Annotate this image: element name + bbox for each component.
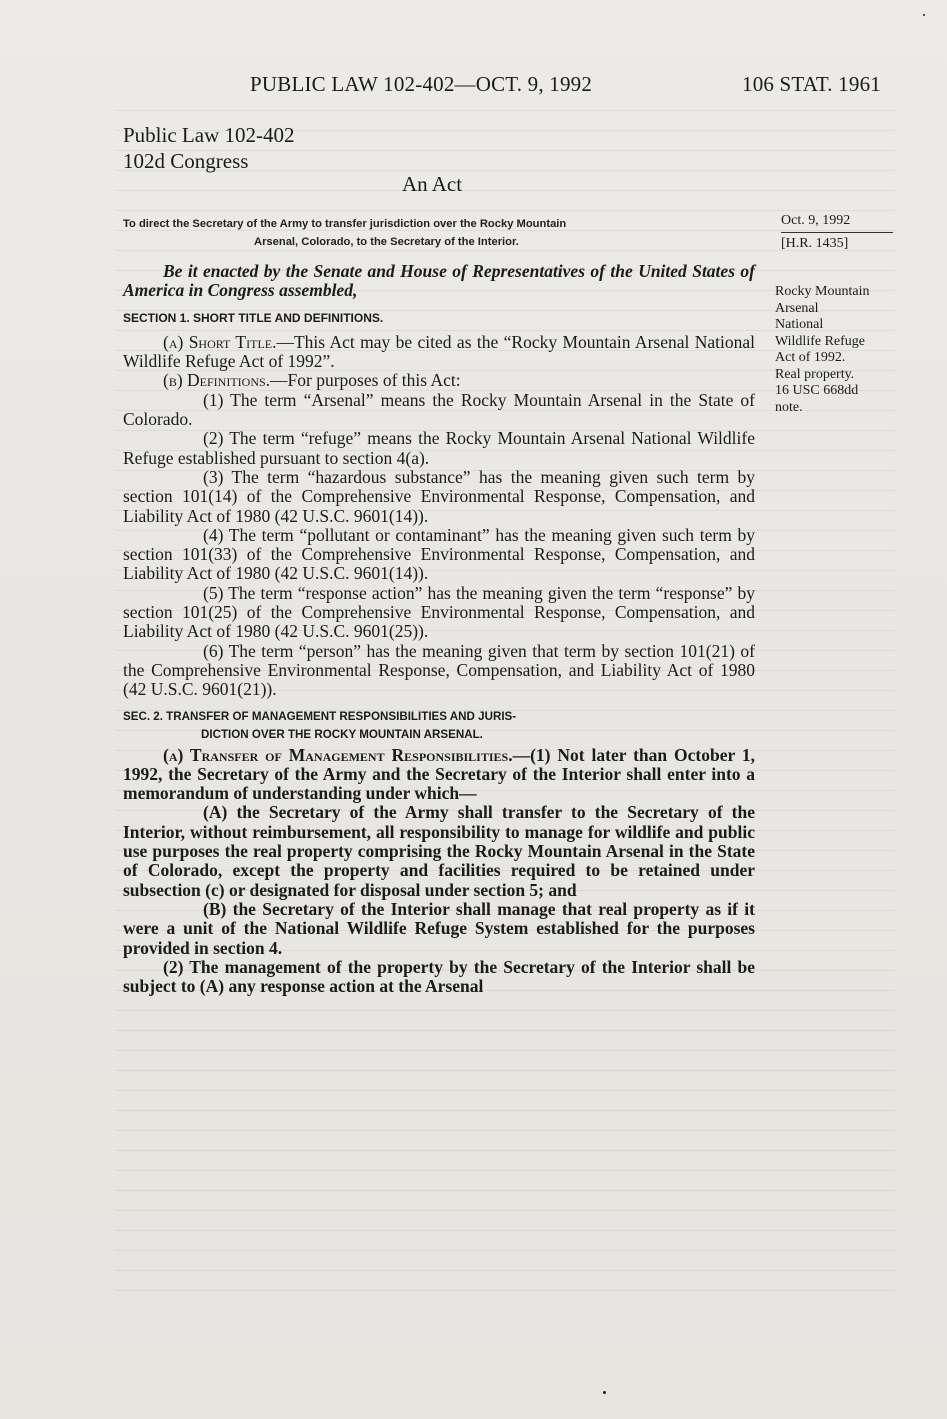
clause-2a-B: (B) the Secretary of the Interior shall manage that real property as if it were a unit of the National Wildlife Refuge System established for the purposes provided in section 4.	[123, 898, 755, 958]
margin-date-block	[781, 210, 893, 255]
subsection-2a	[123, 746, 755, 804]
margin-note-line: Real property.	[775, 366, 855, 382]
statute-page-number: 106 STAT. 1961	[742, 72, 881, 96]
act-title: An Act	[402, 172, 463, 196]
definition-paragraph: (2) The term “refuge” means the Rocky Mountain Arsenal National Wildlife Refuge established pursuant to section 4(a).	[123, 428, 755, 468]
definition-paragraph: (1) The term “Arsenal” means the Rocky Mountain Arsenal in the State of Colorado.	[123, 389, 755, 430]
clause-2a-A: (A) the Secretary of the Army shall transfer to the Secretary of the Interior, without reimbursement, all responsibility to manage for wildlife and public use purposes the real property comprising the Rocky Mountain Arsenal in the State of Colorado, except the property and facilities required to be retained under subsection (c) or designated for disposal under section 5; and	[123, 802, 755, 900]
definition-paragraph: (3) The term “hazardous substance” has the meaning given such term by section 101(14) of the Comprehensive Environmental Response, Compensation, and Liability Act of 1980 (42 U.S.C. 9601(14)).	[123, 466, 755, 526]
subsection-text: —(1) Not later than October 1, 1992, the Secretary of the Army and the Secretary of the Interior shall enter into a memorandum of understanding under which—	[123, 744, 755, 804]
enacting-clause: Be it enacted by the Senate and House of Representatives of the United States of America in Congress assembled,	[123, 261, 755, 301]
section-2-heading	[123, 708, 755, 744]
scan-speck	[603, 1391, 606, 1394]
definition-paragraph: (4) The term “pollutant or contaminant” has the meaning given such term by section 101(33) of the Comprehensive Environmental Response, Compensation, and Liability Act of 1980 (42 U.S.C. 9601(14)).	[123, 524, 755, 584]
running-head: PUBLIC LAW 102-402—OCT. 9, 1992	[250, 72, 593, 96]
paragraph-2a-2: (2) The management of the property by the Secretary of the Interior shall be subject to (A) any response action at the Arsenal	[123, 956, 755, 997]
definition-paragraph: (5) The term “response action” has the meaning given the term “response” by section 101(25) of the Comprehensive Environmental Response, Compensation, and Liability Act of 1980 (42 U.S.C. 9601(25)).	[123, 582, 755, 642]
purpose-line: Arsenal, Colorado, to the Secretary of the Interior.	[254, 236, 519, 248]
subsection-label: (a) Short Title.	[163, 331, 277, 352]
margin-note-line: Arsenal	[775, 300, 819, 316]
margin-note-line: note.	[775, 399, 803, 415]
section-1-heading: SECTION 1. SHORT TITLE AND DEFINITIONS.	[123, 310, 384, 325]
subsection-text: —For purposes of this Act:	[270, 370, 461, 391]
margin-note-line: Act of 1992.	[775, 350, 846, 365]
bill-number: [H.R. 1435]	[781, 236, 849, 251]
margin-note-line: Rocky Mountain	[775, 284, 870, 299]
section-2-heading-line: SEC. 2. TRANSFER OF MANAGEMENT RESPONSIBILITIES AND JURIS-	[123, 709, 517, 723]
subsection-text: —This Act may be cited as the “Rocky Mountain Arsenal National Wildlife Refuge Act of 1992”.	[123, 331, 755, 372]
section-2-heading-line: DICTION OVER THE ROCKY MOUNTAIN ARSENAL.	[201, 727, 483, 741]
definition-paragraph: (6) The term “person” has the meaning given that term by section 101(21) of the Comprehensive Environmental Response, Compensation, and Liability Act of 1980 (42 U.S.C. 9601(21)).	[123, 640, 755, 700]
margin-note-line: National	[775, 317, 824, 332]
subsection-label: (a) Transfer of Management Responsibilities.	[163, 744, 513, 765]
scan-speck	[923, 14, 925, 16]
margin-note-line: 16 USC 668dd	[775, 383, 859, 398]
enactment-date: Oct. 9, 1992	[781, 213, 851, 228]
margin-note	[775, 284, 905, 416]
subsection-1b	[123, 371, 755, 390]
purpose-statement	[123, 215, 755, 251]
congress-number: 102d Congress	[123, 149, 249, 173]
subsection-1a	[123, 333, 755, 372]
subsection-label: (b) Definitions.	[163, 370, 271, 391]
law-identification	[123, 122, 294, 174]
public-law-number: Public Law 102-402	[123, 123, 295, 147]
margin-note-line: Wildlife Refuge	[775, 333, 866, 349]
purpose-line: To direct the Secretary of the Army to transfer jurisdiction over the Rocky Mountain	[123, 218, 567, 230]
law-body	[123, 262, 755, 996]
